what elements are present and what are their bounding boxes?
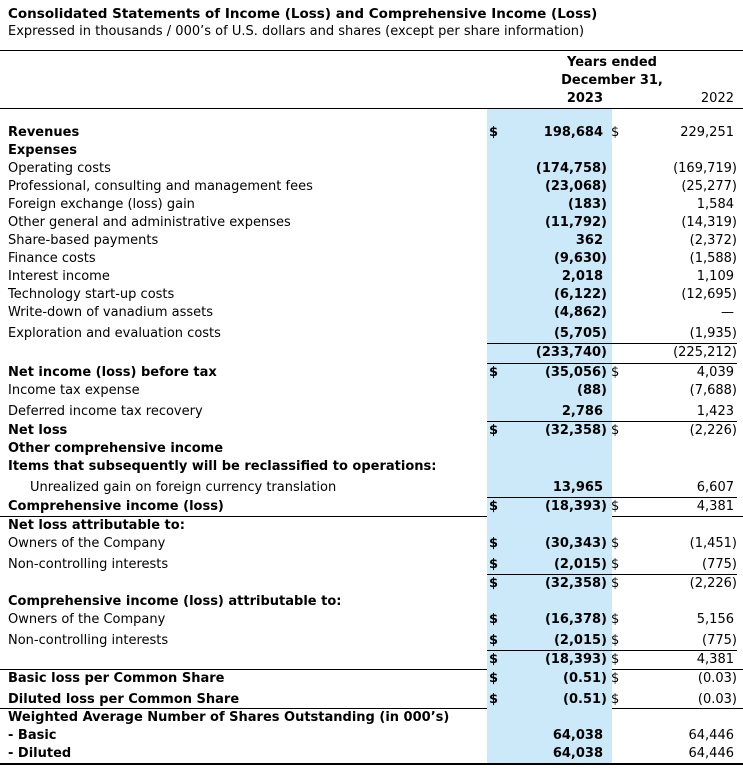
value-2022: (14,319) (681, 215, 737, 230)
value-2022 (625, 593, 737, 611)
row-net-income-loss-before-tax (0, 364, 743, 382)
currency-symbol-2022 (611, 250, 625, 268)
currency-symbol-2023 (487, 142, 509, 160)
value-2023 (509, 440, 607, 458)
row-label: Other comprehensive income (8, 441, 224, 456)
currency-symbol-2022: $ (611, 557, 620, 572)
value-2023: (6,122) (553, 287, 607, 302)
row-label: Net income (loss) before tax (8, 365, 217, 380)
year-header-row (0, 90, 743, 108)
row-label: - Diluted (8, 746, 72, 761)
row-label: Other general and administrative expenses (8, 215, 291, 230)
subtotal-rule (487, 650, 737, 651)
value-2022: 4,381 (696, 652, 734, 667)
value-2023: (18,393) (544, 652, 607, 667)
row-share-based-payments (0, 232, 743, 250)
currency-symbol-2023 (487, 593, 509, 611)
row-operating-costs (0, 160, 743, 178)
currency-symbol-2022 (611, 382, 625, 400)
value-2022: (2,226) (689, 576, 737, 591)
currency-symbol-2022 (611, 142, 625, 160)
row-label: Comprehensive income (loss) (8, 499, 224, 514)
currency-symbol-2022 (611, 160, 625, 178)
row-label: Write-down of vanadium assets (8, 305, 214, 320)
row-label: Basic loss per Common Share (8, 671, 225, 686)
currency-symbol-2022 (611, 178, 625, 196)
value-2023: (2,015) (553, 633, 607, 648)
value-2023: 64,038 (552, 746, 603, 761)
currency-symbol-2023 (487, 232, 509, 250)
value-2023: (183) (567, 197, 607, 212)
value-2023: (88) (577, 383, 607, 398)
value-2023: (30,343) (544, 536, 607, 551)
row-label: Diluted loss per Common Share (8, 692, 240, 707)
value-2023: (5,705) (553, 326, 607, 341)
value-2022: (0.03) (697, 671, 737, 686)
value-2023: (35,056) (544, 365, 607, 380)
value-2022: 1,584 (696, 197, 734, 212)
value-2022: 4,381 (696, 499, 734, 514)
value-2022: (1,588) (689, 251, 737, 266)
currency-symbol-2022 (611, 232, 625, 250)
year-header-d1-spacer (487, 90, 509, 108)
currency-symbol-2022: $ (611, 612, 620, 627)
row-label: Expenses (8, 143, 77, 158)
value-2022: 6,607 (696, 480, 734, 495)
currency-symbol-2022 (611, 268, 625, 286)
value-2023: 198,684 (543, 125, 603, 140)
row-label: Finance costs (8, 251, 96, 266)
value-2022 (625, 142, 737, 160)
currency-symbol-2023: $ (489, 423, 499, 438)
row-label: Exploration and evaluation costs (8, 326, 221, 341)
value-2023: (174,758) (535, 161, 607, 176)
value-2023 (509, 517, 607, 535)
row-label: Foreign exchange (loss) gain (8, 197, 195, 212)
column-header-block (0, 51, 743, 108)
row-other-general-and-administrative-expenses (0, 214, 743, 232)
value-2022: 64,446 (688, 728, 734, 743)
row-label: Deferred income tax recovery (8, 404, 203, 419)
row-label: Owners of the Company (8, 536, 166, 551)
top-spacer (0, 109, 743, 124)
period-label-line2: December 31, (561, 73, 663, 88)
row-income-tax-expense (0, 382, 743, 400)
row-exploration-and-evaluation-costs (0, 322, 743, 342)
currency-symbol-2023 (487, 440, 509, 458)
value-2022: 5,156 (696, 612, 734, 627)
row-expenses (0, 142, 743, 160)
value-2023 (509, 709, 607, 727)
value-2022: 1,109 (696, 269, 734, 284)
row-label: Interest income (8, 269, 110, 284)
currency-symbol-2023: $ (489, 652, 499, 667)
value-2023: (11,792) (544, 215, 607, 230)
value-2022: 229,251 (680, 125, 734, 140)
value-2023 (509, 593, 607, 611)
currency-symbol-2023 (487, 214, 509, 232)
row-label (0, 651, 487, 669)
row-label: Owners of the Company (8, 612, 166, 627)
value-2023: (2,015) (553, 557, 607, 572)
currency-symbol-2023: $ (489, 365, 499, 380)
row-label: Non-controlling interests (8, 557, 169, 572)
value-2022: (12,695) (681, 287, 737, 302)
value-2022: (0.03) (697, 692, 737, 707)
value-2023: (16,378) (544, 612, 607, 627)
value-2023: (9,630) (553, 251, 607, 266)
row-subtotal (0, 344, 743, 362)
row-unrealized-gain-on-foreign-currency-translation (0, 476, 743, 496)
currency-symbol-2023 (487, 178, 509, 196)
currency-symbol-2022 (611, 727, 625, 745)
currency-symbol-2022 (611, 286, 625, 304)
row-write-down-of-vanadium-assets (0, 304, 743, 322)
currency-symbol-2022: $ (611, 125, 620, 140)
row-other-comprehensive-income (0, 440, 743, 458)
row-diluted (0, 745, 743, 763)
row-interest-income (0, 268, 743, 286)
row-label: Share-based payments (8, 233, 159, 248)
currency-symbol-2023 (487, 382, 509, 400)
currency-symbol-2023 (487, 344, 509, 362)
row-label (0, 575, 487, 593)
currency-symbol-2022 (611, 745, 625, 763)
row-label: Revenues (8, 125, 80, 140)
value-2022: 1,423 (696, 404, 734, 419)
year-header-spacer (0, 90, 487, 108)
value-2023: 64,038 (552, 728, 603, 743)
row-comprehensive-income-loss-attributable-to (0, 593, 743, 611)
value-2023: (32,358) (544, 423, 607, 438)
currency-symbol-2023 (487, 304, 509, 322)
currency-symbol-2023 (487, 286, 509, 304)
row-basic-loss-per-common-share (0, 670, 743, 688)
value-2023: (18,393) (544, 499, 607, 514)
value-2022: (1,935) (689, 326, 737, 341)
row-basic (0, 727, 743, 745)
value-2022: (775) (702, 557, 737, 572)
row-label: Non-controlling interests (8, 633, 169, 648)
currency-symbol-2023 (487, 745, 509, 763)
row-weighted-average-number-of-shares-outstanding-in-000-s (0, 709, 743, 727)
currency-symbol-2022: $ (611, 576, 620, 591)
row-label (0, 344, 487, 362)
row-comprehensive-income-loss (0, 498, 743, 516)
currency-symbol-2022: $ (611, 499, 620, 514)
currency-symbol-2022 (611, 458, 625, 476)
value-2022 (625, 709, 737, 727)
subtotal-rule (487, 421, 737, 422)
currency-symbol-2022 (611, 517, 625, 535)
subtotal-rule (487, 497, 737, 498)
currency-symbol-2022: $ (611, 671, 620, 686)
currency-symbol-2022: $ (611, 633, 620, 648)
value-2023 (509, 458, 607, 476)
row-deferred-income-tax-recovery (0, 400, 743, 420)
currency-symbol-2022 (611, 344, 625, 362)
currency-symbol-2022: $ (611, 692, 620, 707)
statement-bottom-rule (0, 763, 743, 765)
column-header-2023: 2023 (566, 91, 603, 106)
currency-symbol-2023: $ (489, 125, 499, 140)
currency-symbol-2023: $ (489, 633, 499, 648)
value-2023: (0.51) (563, 671, 607, 686)
currency-symbol-2023 (487, 160, 509, 178)
row-net-loss-attributable-to (0, 517, 743, 535)
value-2023: (233,740) (535, 345, 607, 360)
row-diluted-loss-per-common-share (0, 688, 743, 708)
value-2023: 362 (575, 233, 603, 248)
value-2023: 2,786 (561, 404, 603, 419)
row-owners-of-the-company (0, 611, 743, 629)
row-label: Technology start-up costs (8, 287, 175, 302)
currency-symbol-2022: $ (611, 652, 620, 667)
row-net-loss (0, 422, 743, 440)
currency-symbol-2022: $ (611, 423, 620, 438)
currency-symbol-2023: $ (489, 671, 499, 686)
value-2022: 64,446 (688, 746, 734, 761)
row-label: Unrealized gain on foreign currency translation (30, 480, 337, 495)
value-2022: (2,372) (689, 233, 737, 248)
row-professional-consulting-and-management-fees (0, 178, 743, 196)
row-label: - Basic (8, 728, 57, 743)
currency-symbol-2022 (611, 304, 625, 322)
currency-symbol-2022 (611, 214, 625, 232)
row-label: Weighted Average Number of Shares Outstanding (in 000’s) (8, 710, 450, 725)
currency-symbol-2022: $ (611, 536, 620, 551)
year-header-d2-spacer (611, 90, 625, 108)
row-label: Operating costs (8, 161, 111, 176)
value-2023: (0.51) (563, 692, 607, 707)
subtotal-rule (487, 343, 737, 344)
row-owners-of-the-company (0, 535, 743, 553)
value-2022: (1,451) (689, 536, 737, 551)
value-2022: (7,688) (689, 383, 737, 398)
value-2022 (625, 458, 737, 476)
row-non-controlling-interests (0, 553, 743, 573)
row-label: Net loss (8, 423, 68, 438)
currency-symbol-2022 (611, 709, 625, 727)
row-items-that-subsequently-will-be-reclassified-to-operations (0, 458, 743, 476)
row-subtotal (0, 575, 743, 593)
row-revenues (0, 124, 743, 142)
row-technology-start-up-costs (0, 286, 743, 304)
row-non-controlling-interests (0, 629, 743, 649)
row-label: Income tax expense (8, 383, 140, 398)
currency-symbol-2023 (487, 458, 509, 476)
column-header-2022: 2022 (700, 91, 734, 106)
value-2023: 13,965 (552, 480, 603, 495)
value-2022: (169,719) (673, 161, 737, 176)
value-2022: (225,212) (673, 345, 737, 360)
value-2023: (4,862) (553, 305, 607, 320)
subtotal-rule (487, 363, 737, 364)
currency-symbol-2023 (487, 196, 509, 214)
currency-symbol-2023: $ (489, 576, 499, 591)
currency-symbol-2022 (611, 196, 625, 214)
value-2023: (23,068) (544, 179, 607, 194)
currency-symbol-2023: $ (489, 692, 499, 707)
value-2022: (775) (702, 633, 737, 648)
row-label: Comprehensive income (loss) attributable to: (8, 594, 342, 609)
currency-symbol-2023 (487, 727, 509, 745)
period-label-line1: Years ended (567, 55, 657, 70)
statement-body (0, 109, 743, 763)
row-label: Items that subsequently will be reclassified to operations: (8, 459, 437, 474)
currency-symbol-2022 (611, 593, 625, 611)
value-2022 (625, 517, 737, 535)
value-2023 (509, 142, 607, 160)
value-2022: — (721, 305, 734, 320)
row-label: Net loss attributable to: (8, 518, 185, 533)
row-foreign-exchange-loss-gain (0, 196, 743, 214)
value-2022: (25,277) (681, 179, 737, 194)
currency-symbol-2023 (487, 517, 509, 535)
value-2022: 4,039 (696, 365, 734, 380)
statement-title: Consolidated Statements of Income (Loss) and Comprehensive Income (Loss) (8, 6, 598, 22)
value-2023: (32,358) (544, 576, 607, 591)
subtotal-rule (487, 574, 737, 575)
currency-symbol-2023: $ (489, 499, 499, 514)
statement-subtitle: Expressed in thousands / 000’s of U.S. dollars and shares (except per share information) (8, 24, 585, 39)
currency-symbol-2023 (487, 268, 509, 286)
currency-symbol-2023 (487, 250, 509, 268)
row-subtotal (0, 651, 743, 669)
value-2022 (625, 440, 737, 458)
currency-symbol-2023: $ (489, 536, 499, 551)
currency-symbol-2023: $ (489, 612, 499, 627)
currency-symbol-2022: $ (611, 365, 620, 380)
value-2023: 2,018 (561, 269, 603, 284)
currency-symbol-2023: $ (489, 557, 499, 572)
row-label: Professional, consulting and management fees (8, 179, 313, 194)
currency-symbol-2023 (487, 709, 509, 727)
currency-symbol-2022 (611, 440, 625, 458)
value-2022: (2,226) (689, 423, 737, 438)
row-finance-costs (0, 250, 743, 268)
